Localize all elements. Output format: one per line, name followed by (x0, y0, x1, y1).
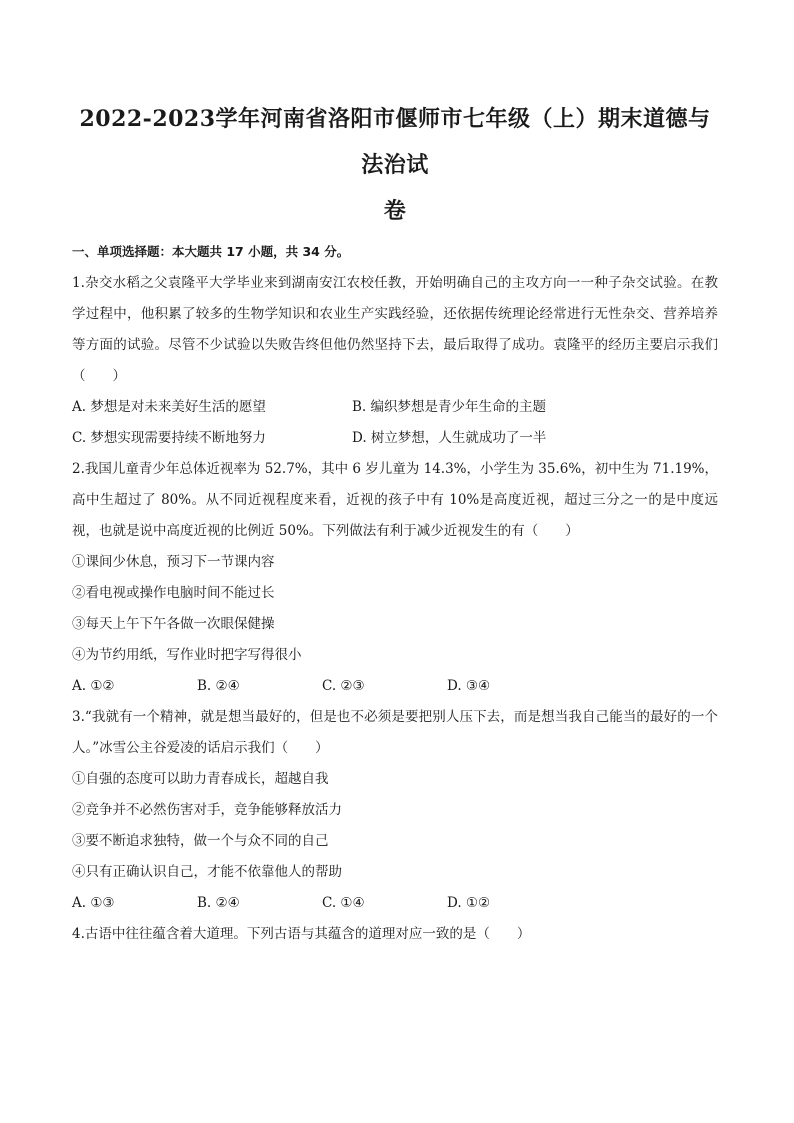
question-2-stem: 2.我国儿童青少年总体近视率为 52.7%，其中 6 岁儿童为 14.3%，小学生为 35.6%，初中生为 71.19%，高中生超过了 80%。从不同近视程度来看，近视的孩子中有 10%是高度近视，超过三分之一的是中度远视，也就是说中高度近视的比例近 50%。下列做法有利于减少近视发生的有（ ） (72, 461, 718, 539)
question-1 (72, 268, 718, 454)
question-4 (72, 919, 718, 950)
question-3-statement-3: ③要不断追求独特，做一个与众不同的自己 (72, 833, 329, 849)
question-3-statement-1: ①自强的态度可以助力青春成长，超越自我 (72, 771, 329, 787)
question-2-statement-4: ④为节约用纸，写作业时把字写得很小 (72, 647, 302, 663)
question-1-option-c: C. 梦想实现需要持续不断地努力 (72, 430, 266, 446)
question-3-statement-4: ④只有正确认识自己，才能不依靠他人的帮助 (72, 864, 342, 880)
question-2 (72, 454, 718, 702)
question-4-stem: 4.古语中往往蕴含着大道理。下列古语与其蕴含的道理对应一致的是（ ） (72, 926, 531, 942)
question-3-option-c: C. ①④ (322, 895, 365, 911)
question-3-option-a: A. ①③ (72, 895, 115, 911)
exam-title-line-2: 卷 (383, 198, 407, 224)
question-2-options (72, 671, 718, 702)
question-1-option-a: A. 梦想是对未来美好生活的愿望 (72, 399, 266, 415)
question-1-stem: 1.杂交水稻之父袁隆平大学毕业来到湖南安江农校任教，开始明确自己的主攻方向一一种子杂交试验。在教学过程中，他积累了较多的生物学知识和农业生产实践经验，还依据传统理论经常进行无性杂交、营养培养等方面的试验。尽管不少试验以失败告终但他仍然坚持下去，最后取得了成功。袁隆平的经历主要启示我们（ ） (72, 275, 718, 384)
question-2-option-b: B. ②④ (197, 678, 240, 694)
question-1-options (72, 392, 718, 454)
question-3-option-d: D. ①② (447, 895, 491, 911)
question-1-option-b: B. 编织梦想是青少年生命的主题 (352, 399, 547, 415)
question-3-option-b: B. ②④ (197, 895, 240, 911)
question-3-options (72, 888, 718, 919)
question-2-statement-1: ①课间少休息，预习下一节课内容 (72, 554, 275, 570)
question-2-statement-3: ③每天上午下午各做一次眼保健操 (72, 616, 275, 632)
question-2-statement-2: ②看电视或操作电脑时间不能过长 (72, 585, 275, 601)
exam-title-line-1: 2022-2023学年河南省洛阳市偃师市七年级（上）期末道德与法治试 (79, 106, 711, 178)
question-2-option-d: D. ③④ (447, 678, 491, 694)
exam-title (72, 96, 718, 234)
question-2-option-a: A. ①② (72, 678, 115, 694)
question-1-option-d: D. 树立梦想，人生就成功了一半 (352, 430, 547, 446)
question-3-statement-2: ②竞争并不必然伤害对手，竞争能够释放活力 (72, 802, 342, 818)
question-2-option-c: C. ②③ (322, 678, 365, 694)
section-heading: 一、单项选择题：本大题共 17 小题，共 34 分。 (72, 244, 350, 259)
question-3-stem: 3.“我就有一个精神，就是想当最好的，但是也不必须是要把别人压下去，而是想当我自己能当的最好的一个人。”冰雪公主谷爱凌的话启示我们（ ） (72, 709, 718, 756)
question-3 (72, 702, 718, 919)
